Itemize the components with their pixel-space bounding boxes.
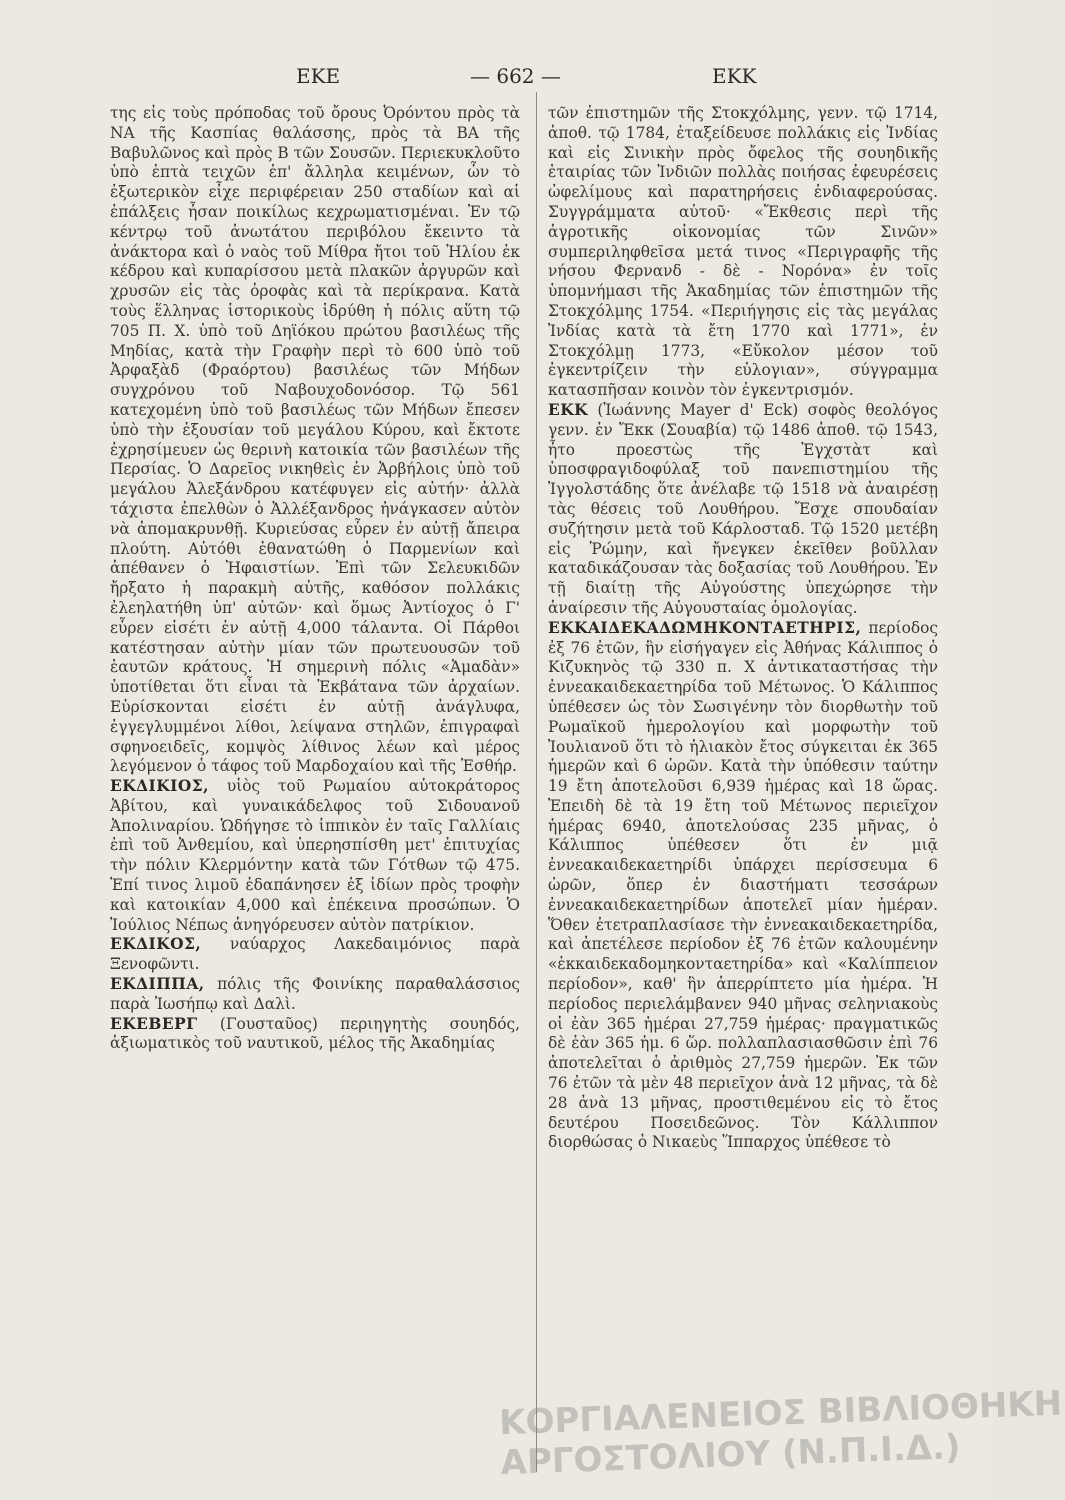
entry-text: υἱὸς τοῦ Ρωμαίου αὐτοκράτορος Ἀβίτου, καὶ γυναικάδελφος τοῦ Σιδουανοῦ Ἀπολιναρίου. Ὡδήγησε τὸ ἱππικὸν ἐν ταῖς Γαλλίαις ἐπὶ τοῦ Ἀνθεμίου, καὶ ὑπερησπίσθη μετ' ἐπιτυχίας τὴν πόλιν Κλερμόντην κατὰ τῶν Γότθων τῷ 475. Ἐπί τινος λιμοῦ ἐδαπάνησεν ἐξ ἰδίων πρὸς τροφὴν καὶ κατοικίαν 4,000 καὶ ἐπέκεινα προσώπων. Ὁ Ἰούλιος Νέπως ἀνηγόρευσεν αὐτὸν πατρίκιον. xyxy=(110,777,520,934)
header-left-guideword: ΕΚΕ xyxy=(296,64,341,88)
entry-continuation: τῶν ἐπιστημῶν τῆς Στοκχόλμης, γενν. τῷ 1714, ἀποθ. τῷ 1784, ἐταξείδευσε πολλάκις εἰς Ἰνδίας καὶ εἰς Σινικὴν πρὸς ὄφελος τῆς σουηδικῆς ἑταιρίας τῶν Ἰνδιῶν πολλὰς ποιήσας ἐφευρέσεις ὠφελίμους καὶ παρατηρήσεις ἐνδιαφερούσας. Συγγράμματα αὐτοῦ· «Ἔκθεσις περὶ τῆς ἀγροτικῆς οἰκονομίας τῶν Σινῶν» συμπεριληφθεῖσα μετά τινος «Περιγραφῆς τῆς νήσου Φερνανδ - δὲ - Νορόνα» ἐν τοῖς ὑπομνήμασι τῆς Ἀκαδημίας τῶν ἐπιστημῶν τῆς Στοκχόλμης 1754. «Περιήγησις εἰς τὰς μεγάλας Ἰνδίας κατὰ τὰ ἔτη 1770 καὶ 1771», ἐν Στοκχόλμῃ 1773, «Εὔκολον μέσον τοῦ ἐγκεντρίζειν τὴν εὐλογιαν», σύγγραμμα κατασπῆσαν κοινὸν τὸν ἐγκεντρισμόν. xyxy=(548,104,938,400)
left-column xyxy=(110,104,520,1054)
entry-ekdikios xyxy=(110,777,520,935)
headword: ΕΚΔΙΠΠΑ, xyxy=(110,975,205,994)
entry-ekk xyxy=(548,401,938,619)
library-watermark xyxy=(498,1383,1063,1493)
right-column xyxy=(548,104,938,1153)
headword: ΕΚΚΑΙΔΕΚΑΔΩΜΗΚΟΝΤΑΕΤΗΡΙΣ, xyxy=(548,618,862,637)
watermark-line-2: ΑΡΓΟΣΤΟΛΙΟΥ (Ν.Π.Ι.Δ.) xyxy=(499,1427,962,1484)
headword: ΕΚΔΙΚΙΟΣ, xyxy=(110,777,209,796)
entry-continuation: της εἰς τοὺς πρόποδας τοῦ ὄρους Ὀρόντου πρὸς τὰ ΝΑ τῆς Κασπίας θαλάσσης, πρὸς τὰ ΒΑ τῆς Βαβυλῶνος καὶ πρὸς Β τῶν Σουσῶν. Περιεκυκλοῦτο ὑπὸ ἑπτὰ τειχῶν ἐπ' ἄλληλα κειμένων, ὧν τὸ ἐξωτερικὸν εἶχε περιφέρειαν 250 σταδίων καὶ αἱ ἐπάλξεις ἦσαν ποικίλως κεχρωματισμέναι. Ἐν τῷ κέντρῳ τοῦ ἀνωτάτου περιβόλου ἔκειντο τὰ ἀνάκτορα καὶ ὁ ναὸς τοῦ Μίθρα ἤτοι τοῦ Ἡλίου ἐκ κέδρου καὶ κυπαρίσσου μετὰ πλακῶν ἀργυρῶν καὶ χρυσῶν εἰς τὰς ὀροφὰς καὶ τὰ περίκρανα. Κατὰ τοὺς ἕλληνας ἱστορικοὺς ἱδρύθη ἡ πόλις αὕτη τῷ 705 Π. Χ. ὑπὸ τοῦ Δηϊόκου πρώτου βασιλέως τῆς Μηδίας, κατὰ τὴν Γραφὴν περὶ τὸ 600 ὑπὸ τοῦ Ἀρφαξὰδ (Φραόρτου) βασιλέως τῶν Μήδων συγχρόνου τοῦ Ναβουχοδονόσορ. Τῷ 561 κατεχομένη ὑπὸ τοῦ βασιλέως τῶν Μήδων ἔπεσεν ὑπὸ τὴν ἐξουσίαν τοῦ μεγάλου Κύρου, καὶ ἔκτοτε ἐχρησίμευεν ὡς θερινὴ κατοικία τῶν βασιλέων τῆς Περσίας. Ὁ Δαρεῖος νικηθεὶς ἐν Ἀρβήλοις ὑπὸ τοῦ μεγάλου Ἀλεξάνδρου κατέφυγεν εἰς αὐτήν· ἀλλὰ τάχιστα ἐπελθὼν ὁ Ἀλλέξανδρος ἠνάγκασεν αὐτὸν νὰ ἀπομακρυνθῇ. Κυριεύσας εὗρεν ἐν αὐτῇ ἄπειρα πλούτη. Αὐτόθι ἐθανατώθη ὁ Παρμενίων καὶ ἀπέθανεν ὁ Ἡφαιστίων. Ἐπὶ τῶν Σελευκιδῶν ἤρξατο ἡ παρακμὴ αὐτῆς, καθόσον πολλάκις ἐλεηλατήθη ὑπ' αὐτῶν· καὶ ὅμως Ἀντίοχος ὁ Γ' εὗρεν εἰσέτι ἐν αὐτῇ 4,000 τάλαντα. Οἱ Πάρθοι κατέστησαν αὐτὴν μίαν τῶν πρωτευουσῶν τοῦ ἑαυτῶν κράτους. Ἡ σημερινὴ πόλις «Ἀμαδὰν» ὑποτίθεται ὅτι εἶναι τὰ Ἐκβάτανα τῶν ἀρχαίων. Εὑρίσκονται εἰσέτι ἐν αὐτῇ ἀνάγλυφα, ἐγγεγλυμμένοι λίθοι, λείψανα στηλῶν, ἐπιγραφαὶ σφηνοειδεῖς, κομψὸς λίθινος λέων καὶ μέρος λεγόμενον ὁ τάφος τοῦ Μαρδοχαίου καὶ τῆς Ἐσθήρ. xyxy=(110,104,520,776)
entry-ekdippa xyxy=(110,975,520,1015)
column-divider xyxy=(536,92,537,1472)
running-head xyxy=(0,64,993,94)
header-right-guideword: ΕΚΚ xyxy=(712,64,757,88)
headword: ΕΚΕΒΕΡΓ xyxy=(110,1014,198,1033)
entry-ekkaidekadomekontaeteris xyxy=(548,619,938,1154)
entry-text: ναύαρχος Λακεδαιμόνιος παρὰ Ξενοφῶντι. xyxy=(110,935,520,974)
headword: ΕΚΔΙΚΟΣ, xyxy=(110,935,202,954)
entry-text: (Ἰωάννης Mayer d' Eck) σοφὸς θεολόγος γενν. ἐν Ἔκκ (Σουαβία) τῷ 1486 ἀποθ. τῷ 1543, ἦτο προεστὼς τῆς Ἐγχστὰτ καὶ ὑποσφραγιδοφύλαξ τοῦ πανεπιστημίου τῆς Ἰγγολστάδης ὅτε ἀνέλαβε τῷ 1518 νὰ ἀναιρέσῃ τὰς θέσεις τοῦ Λουθήρου. Ἔσχε σπουδαίαν συζήτησιν μετὰ τοῦ Κάρλοσταδ. Τῷ 1520 μετέβη εἰς Ῥώμην, καὶ ἤνεγκεν ἐκεῖθεν βοῦλλαν καταδικάζουσαν τὰς δοξασίας τοῦ Λουθήρου. Ἐν τῇ διαίτῃ τῆς Αὐγούστης ὑπεχώρησε τὴν ἀναίρεσιν τῆς Αὐγουσταίας ὁμολογίας. xyxy=(548,400,938,617)
entry-ekdikos xyxy=(110,935,520,975)
entry-ekeberg xyxy=(110,1015,520,1055)
entry-text: (Γουσταῦος) περιηγητὴς σουηδός, ἀξιωματικὸς τοῦ ναυτικοῦ, μέλος τῆς Ἀκαδημίας xyxy=(110,1014,520,1053)
page-number: — 662 — xyxy=(470,64,561,88)
watermark-line-1: ΚΟΡΓΙΑΛΕΝΕΙΟΣ ΒΙΒΛΙΟΘΗΚΗ xyxy=(498,1383,1063,1444)
headword: ΕΚΚ xyxy=(548,400,588,419)
entry-text: πόλις τῆς Φοινίκης παραθαλάσσιος παρὰ Ἰωσήπῳ καὶ Δαλὶ. xyxy=(110,975,520,1013)
entry-text: περίοδος ἐξ 76 ἐτῶν, ἣν εἰσήγαγεν εἰς Ἀθήνας Κάλιππος ὁ Κιζυκηνὸς τῷ 330 π. Χ ἀντικαταστήσας τὴν ἐννεακαιδεκαετηρίδα τοῦ Μέτωνος. Ὁ Κάλιππος ὑπέθεσεν ὡς τὸν Σωσιγένην τὸν διορθωτὴν τοῦ Ρωμαϊκοῦ ἡμερολογίου καὶ μορφωτὴν τοῦ Ἰουλιανοῦ ὅτι τὸ ἡλιακὸν ἔτος σύγκειται ἐκ 365 ἡμερῶν καὶ 6 ὡρῶν. Κατὰ τὴν ὑπόθεσιν ταύτην 19 ἔτη ἀποτελοῦσι 6,939 ἡμέρας καὶ 18 ὥρας. Ἐπειδὴ δὲ τὰ 19 ἔτη τοῦ Μέτωνος περιεῖχον ἡμέρας 6940, ἀποτελούσας 235 μῆνας, ὁ Κάλιππος ὑπέθεσεν ὅτι ἐν μιᾷ ἐννεακαιδεκαετηρίδι ὑπάρχει περίσσευμα 6 ὡρῶν, ὅπερ ἐν διαστήματι τεσσάρων ἐννεακαιδεκαετηρίδων ἀποτελεῖ μίαν ἡμέραν. Ὅθεν ἐτετραπλασίασε τὴν ἐννεακαιδεκαετηρίδα, καὶ ἀπετέλεσε περίοδον ἐξ 76 ἐτῶν καλουμένην «ἑκκαιδεκαδομηκονταετηρίδα» καὶ «Καλίππειον περίοδον», καθ' ἣν ἀπερρίπτετο μία ἡμέρα. Ἡ περίοδος περιελάμβανεν 940 μῆνας σεληνιακοὺς οἱ ἐὰν 365 ἡμέραι 27,759 ἡμέρας· πραγματικῶς δὲ ἐὰν 365 ἡμ. 6 ὥρ. πολλαπλασιασθῶσιν ἐπὶ 76 ἀποτελεῖται ὁ ἀριθμὸς 27,759 ἡμερῶν. Ἐκ τῶν 76 ἐτῶν τὰ μὲν 48 περιεῖχον ἀνὰ 12 μῆνας, τὰ δὲ 28 ἀνὰ 13 μῆνας, προστιθεμένου εἰς τὸ ἔτος δευτέρου Ποσειδεῶνος. Τὸν Κάλλιππον διορθώσας ὁ Νικαεὺς Ἵππαρχος ὑπέθεσε τὸ xyxy=(548,618,938,1152)
